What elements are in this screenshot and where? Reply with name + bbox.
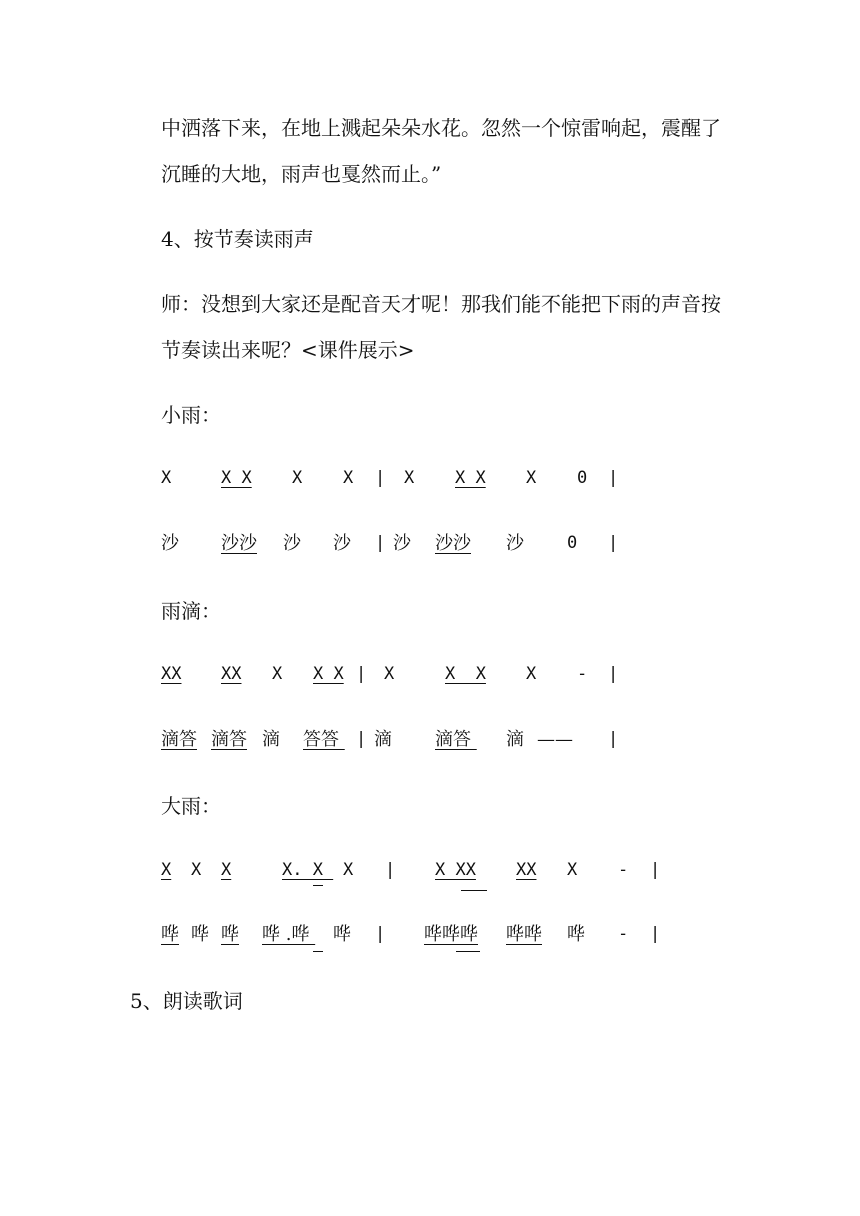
tie-dash: - bbox=[618, 924, 629, 944]
rhythm-note: X bbox=[161, 468, 172, 488]
rhythm-note: X X bbox=[445, 664, 486, 684]
bar-line: | bbox=[375, 533, 386, 553]
rhythm-note: X bbox=[191, 860, 202, 880]
heavy-rain-label: 大雨： bbox=[161, 794, 221, 818]
bar-line: | bbox=[608, 729, 619, 749]
sixteenth-underline-mark bbox=[456, 951, 480, 952]
lyric-syllable: 沙沙 bbox=[221, 533, 257, 554]
bar-line: | bbox=[385, 860, 396, 880]
lyric-syllable: 滴答 bbox=[161, 729, 197, 750]
rhythm-note: X bbox=[567, 860, 578, 880]
bar-line: | bbox=[356, 729, 367, 749]
rhythm-note: X bbox=[292, 468, 303, 488]
rhythm-note: X bbox=[221, 860, 232, 880]
rhythm-note: X bbox=[384, 664, 395, 684]
lyric-syllable: 答答 bbox=[303, 729, 345, 750]
lyric-syllable: 哗 bbox=[191, 924, 209, 945]
teacher-line-1: 师：没想到大家还是配音天才呢！那我们能不能把下雨的声音按 bbox=[161, 292, 721, 316]
rhythm-note: XX bbox=[161, 664, 182, 684]
rhythm-note: X X bbox=[455, 468, 486, 488]
lyric-syllable: 沙 bbox=[506, 533, 524, 554]
lyric-syllable: 哗 bbox=[333, 924, 351, 945]
bar-line: | bbox=[356, 664, 367, 684]
lyric-syllable: 哗哗哗 bbox=[424, 924, 478, 945]
rhythm-note: X bbox=[404, 468, 415, 488]
rhythm-note: X bbox=[272, 664, 283, 684]
rhythm-note: X bbox=[526, 468, 537, 488]
lyric-syllable: 沙沙 bbox=[435, 533, 471, 554]
bar-line: | bbox=[375, 924, 386, 944]
section-4-heading: 4、按节奏读雨声 bbox=[161, 227, 314, 251]
rhythm-note: XX bbox=[221, 664, 242, 684]
lyric-syllable: 沙 bbox=[161, 533, 179, 554]
rhythm-note: X. X bbox=[282, 860, 334, 880]
rhythm-note: X bbox=[526, 664, 537, 684]
tie-dash: —— bbox=[537, 729, 573, 750]
rhythm-note: XX bbox=[516, 860, 537, 880]
sixteenth-underline-mark bbox=[313, 951, 323, 952]
raindrops-label: 雨滴： bbox=[161, 599, 221, 623]
tie-dash: - bbox=[577, 664, 588, 684]
lyric-syllable: 滴答 bbox=[435, 729, 477, 750]
light-rain-label: 小雨： bbox=[161, 403, 221, 427]
lyric-syllable: 哗 bbox=[221, 924, 239, 945]
bar-line: | bbox=[650, 860, 661, 880]
bar-line: | bbox=[608, 664, 619, 684]
bar-line: | bbox=[375, 468, 386, 488]
lyric-syllable: 哗哗 bbox=[506, 924, 542, 945]
rhythm-note: X X bbox=[221, 468, 252, 488]
lyric-syllable: 滴 bbox=[262, 729, 280, 750]
teacher-line-2: 节奏读出来呢？<课件展示> bbox=[161, 338, 415, 362]
bar-line: | bbox=[650, 924, 661, 944]
paragraph-line-2: 沉睡的大地，雨声也戛然而止。” bbox=[161, 162, 442, 186]
rest-note: 0 bbox=[567, 533, 578, 553]
lyric-syllable: 哗 .哗 bbox=[262, 924, 316, 945]
rhythm-note: X X bbox=[313, 664, 344, 684]
lyric-syllable: 沙 bbox=[333, 533, 351, 554]
lyric-syllable: 滴 bbox=[374, 729, 392, 750]
rhythm-note: X bbox=[343, 468, 354, 488]
tie-dash: - bbox=[618, 860, 629, 880]
rest-note: 0 bbox=[577, 468, 588, 488]
lyric-syllable: 滴 bbox=[506, 729, 524, 750]
rhythm-note: X XX bbox=[435, 860, 476, 880]
section-5-heading: 5、朗读歌词 bbox=[130, 989, 243, 1013]
lyric-syllable: 沙 bbox=[283, 533, 301, 554]
lyric-syllable: 哗 bbox=[161, 924, 179, 945]
lyric-syllable: 沙 bbox=[393, 533, 411, 554]
paragraph-line-1: 中洒落下来，在地上溅起朵朵水花。忽然一个惊雷响起，震醒了 bbox=[161, 116, 721, 140]
sixteenth-underline-mark bbox=[461, 890, 487, 891]
bar-line: | bbox=[608, 468, 619, 488]
rhythm-note: X bbox=[161, 860, 172, 880]
bar-line: | bbox=[608, 533, 619, 553]
sixteenth-underline-mark bbox=[313, 885, 323, 886]
rhythm-note: X bbox=[343, 860, 354, 880]
lyric-syllable: 滴答 bbox=[211, 729, 247, 750]
lyric-syllable: 哗 bbox=[567, 924, 585, 945]
